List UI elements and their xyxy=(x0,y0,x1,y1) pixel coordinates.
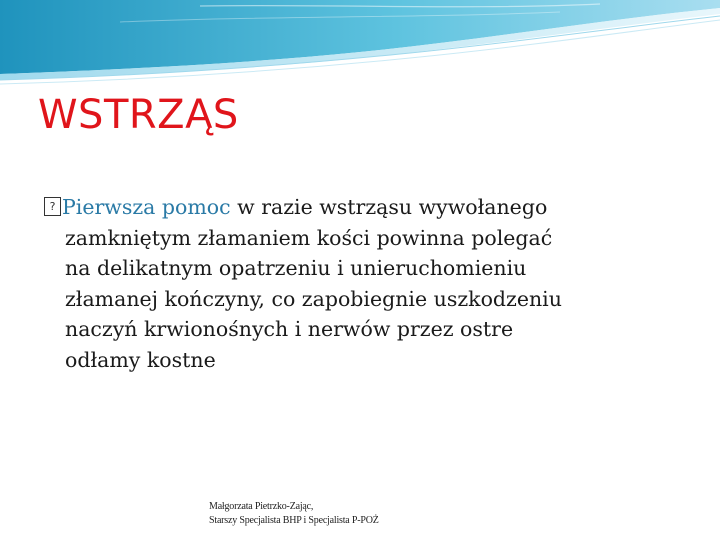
bullet-paragraph xyxy=(44,192,684,375)
bullet-first-line xyxy=(44,192,684,223)
decorative-wave-banner xyxy=(0,0,720,90)
author-footer xyxy=(209,500,379,528)
paragraph-line: na delikatnym opatrzeniu i unieruchomieniu xyxy=(65,256,527,280)
paragraph-line: odłamy kostne xyxy=(65,347,216,372)
author-role: Starszy Specjalista BHP i Specjalista P-POŻ xyxy=(209,515,379,526)
first-line-text xyxy=(62,192,547,223)
missing-glyph-box-icon xyxy=(44,197,61,216)
author-name: Małgorzata Pietrzko-Zając, xyxy=(209,501,314,512)
first-line-rest: w razie wstrząsu wywołanego xyxy=(230,195,548,219)
highlight-term: Pierwsza pomoc xyxy=(62,195,231,219)
slide-title: WSTRZĄS xyxy=(38,92,239,138)
paragraph-line: zamkniętym złamaniem kości powinna polegać xyxy=(65,225,553,250)
paragraph-line: naczyń krwionośnych i nerwów przez ostre xyxy=(65,317,514,341)
paragraph-line: złamanej kończyny, co zapobiegnie uszkodzeniu xyxy=(65,286,562,311)
